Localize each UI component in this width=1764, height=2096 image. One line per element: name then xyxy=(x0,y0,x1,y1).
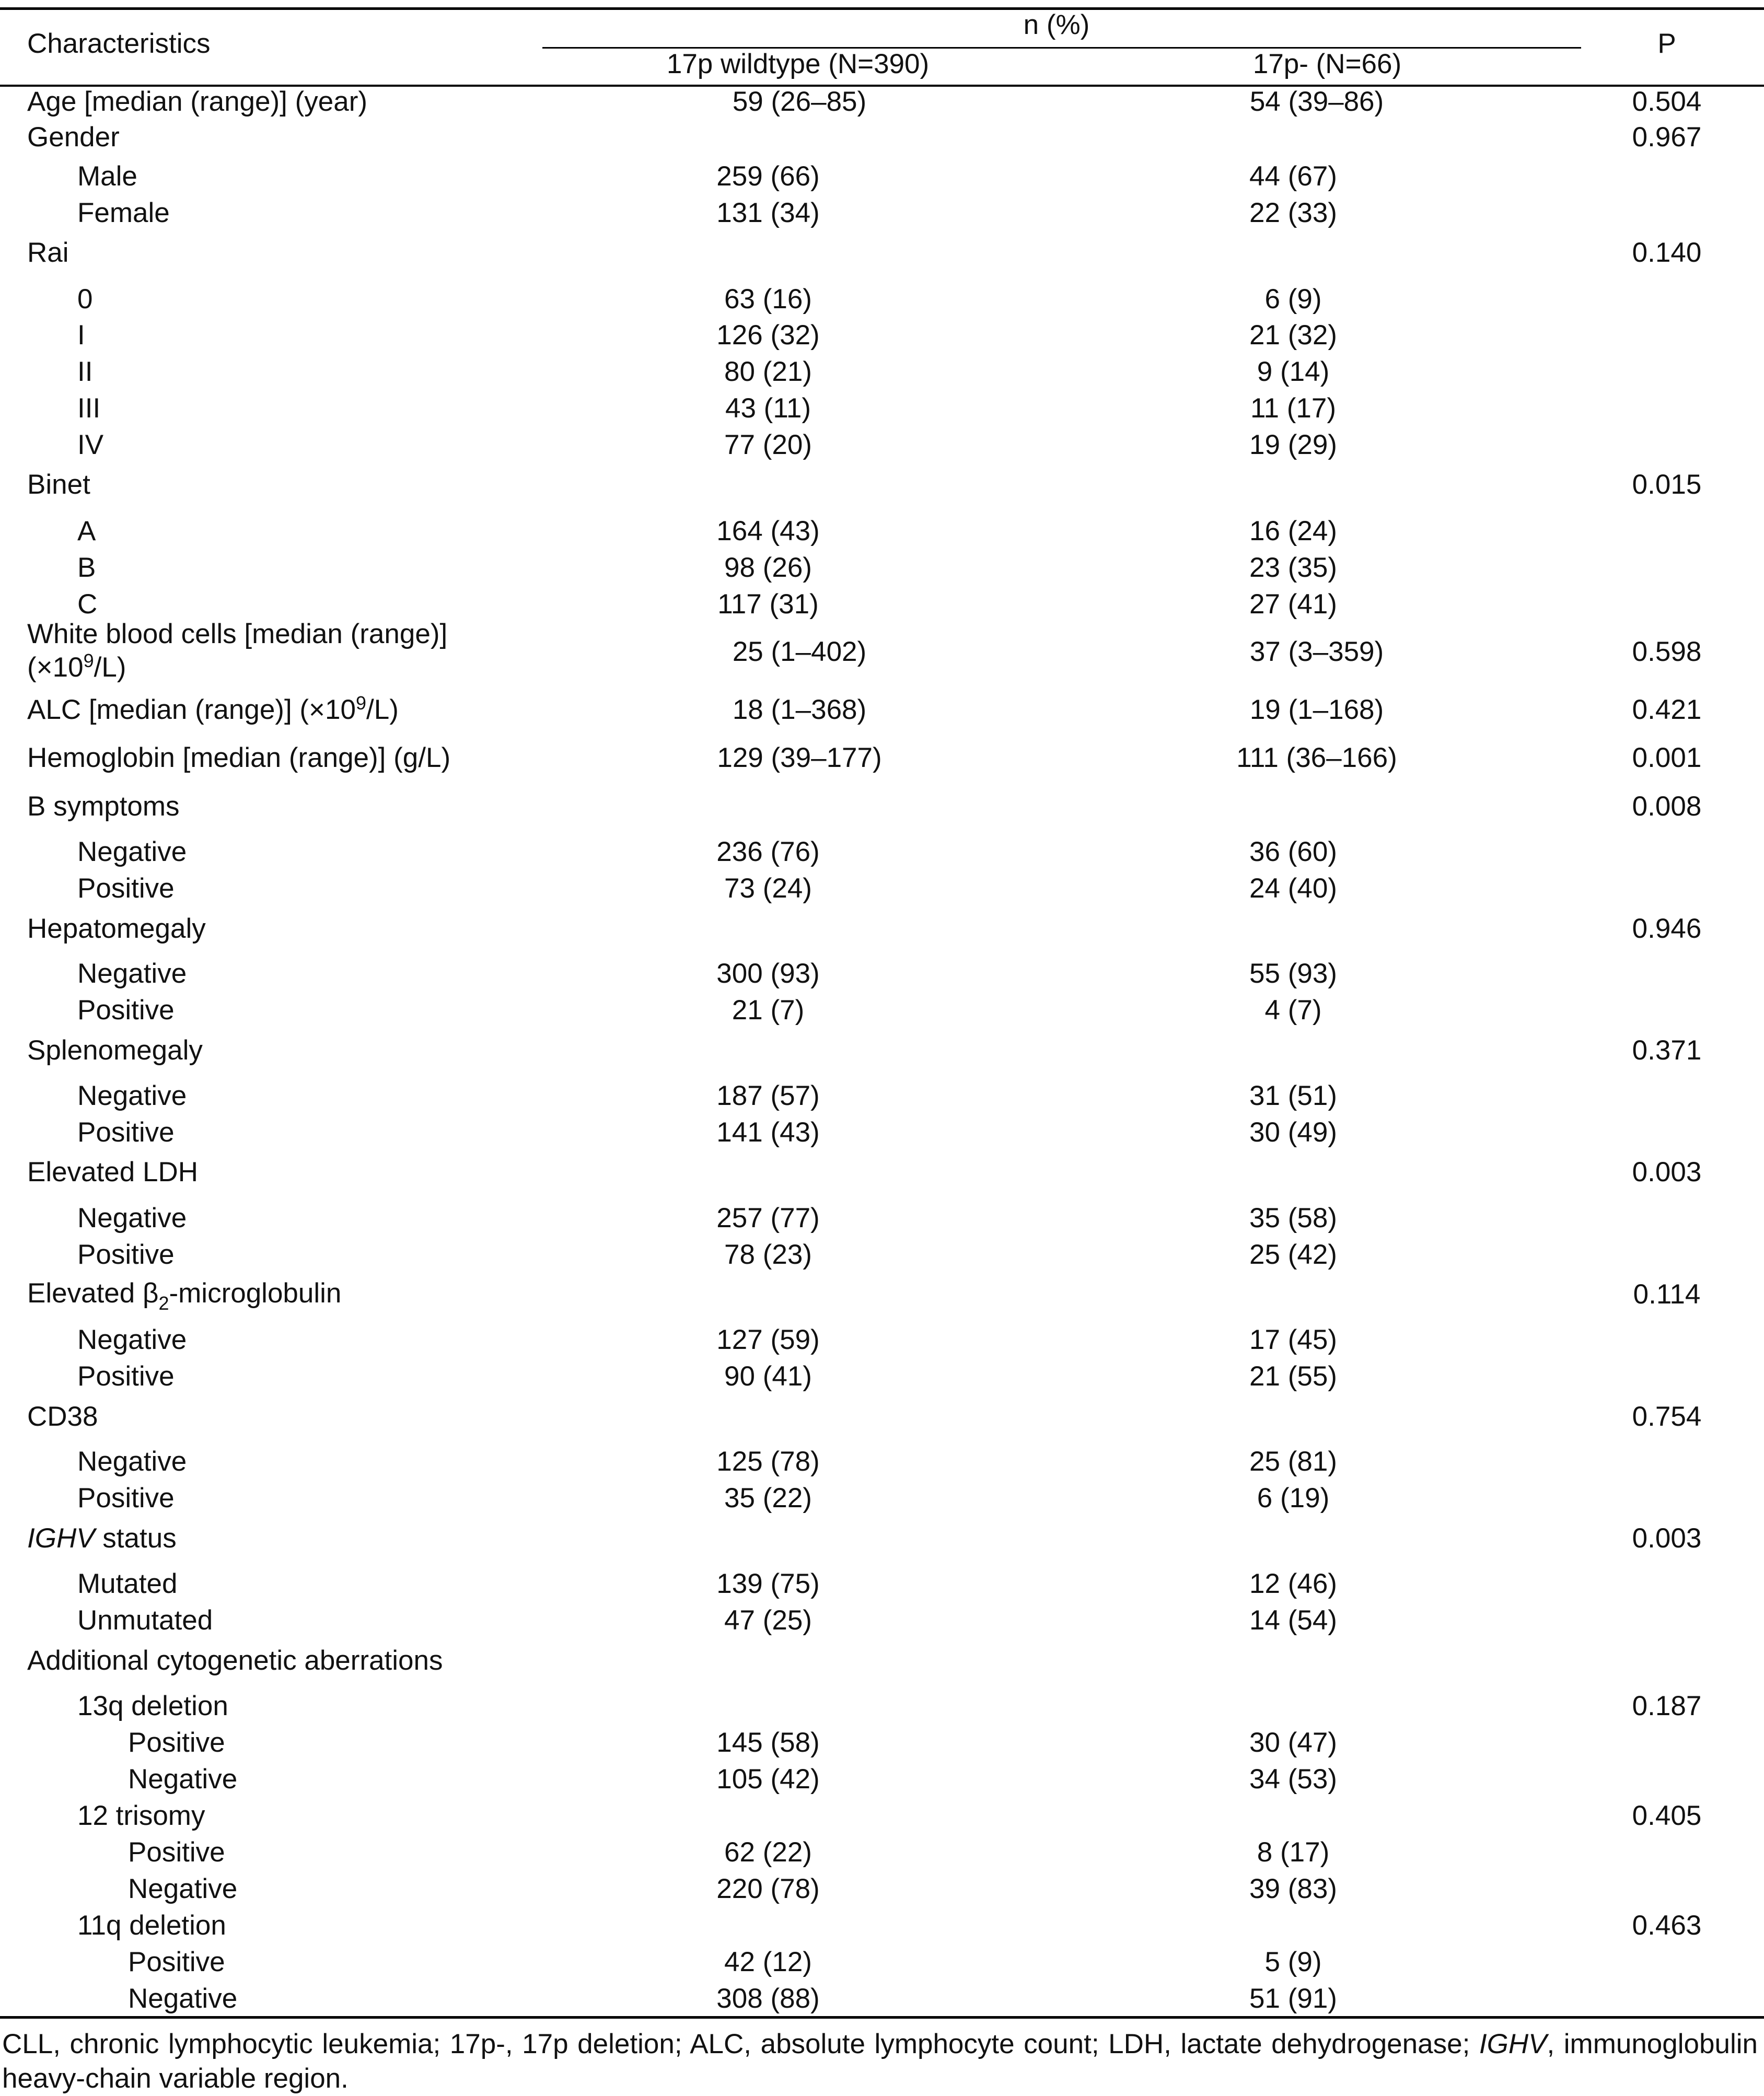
row-p: 0.008 xyxy=(1632,791,1702,822)
row-p: 0.598 xyxy=(1632,636,1702,667)
row-wt: 73 (24) xyxy=(724,873,812,904)
row-wt: 90 (41) xyxy=(724,1361,812,1392)
row-label: Negative xyxy=(77,1203,187,1233)
row-p: 0.421 xyxy=(1632,694,1702,725)
row-del: 23 (35) xyxy=(1249,552,1337,583)
row-label: Negative xyxy=(77,1324,187,1355)
row-label: Positive xyxy=(77,1361,175,1392)
row-del: 37 (3–359) xyxy=(1249,636,1384,667)
row-wt: 43 (11) xyxy=(725,393,811,424)
row-label: Positive xyxy=(77,995,175,1026)
row-wt: 117 (31) xyxy=(717,589,819,620)
row-del: 27 (41) xyxy=(1249,589,1337,620)
row-label: Elevated $\beta_2$-microglobulin xyxy=(27,1278,342,1314)
row-label: ALC [median (range)] $(\times 10^9/L)$ xyxy=(27,692,399,725)
row-label: 13q deletion xyxy=(77,1691,228,1721)
row-del: 39 (83) xyxy=(1249,1873,1337,1904)
row-wt: 300 (93) xyxy=(716,958,820,989)
table-footnote: CLL, chronic lymphocytic leukemia; 17p-, 17p deletion; ALC, absolute lymphocyte count; LDH, lactate dehydrogenase; IGHV, immunoglobulin heavy-chain variable region. xyxy=(2,2029,1758,2094)
row-p: 0.015 xyxy=(1632,469,1702,500)
row-del: 44 (67) xyxy=(1249,161,1337,192)
row-wt: 164 (43) xyxy=(716,516,820,546)
row-del: 12 (46) xyxy=(1249,1568,1337,1599)
row-p: 0.371 xyxy=(1632,1035,1702,1066)
row-wt: 139 (75) xyxy=(716,1568,820,1599)
row-p: 0.187 xyxy=(1632,1691,1702,1721)
row-label: Female xyxy=(77,197,170,228)
row-del: 4 (7) xyxy=(1264,995,1322,1026)
row-wt: 236 (76) xyxy=(716,836,820,867)
row-label: Negative xyxy=(77,836,187,867)
row-wt: 25 (1–402) xyxy=(732,636,867,667)
row-del: 19 (1–168) xyxy=(1249,694,1384,725)
row-label: Negative xyxy=(128,1873,238,1904)
row-del: 22 (33) xyxy=(1249,197,1337,228)
row-label: Negative xyxy=(77,958,187,989)
row-p: 0.140 xyxy=(1632,237,1702,268)
row-wt: 78 (23) xyxy=(724,1239,812,1270)
row-del: 25 (42) xyxy=(1249,1239,1337,1270)
row-del: 111 (36–166) xyxy=(1236,742,1397,773)
row-p: 0.003 xyxy=(1632,1523,1702,1554)
row-label: Negative xyxy=(128,1764,238,1795)
row-del: 6 (9) xyxy=(1264,284,1322,315)
row-label: Positive xyxy=(128,1837,225,1868)
row-label: Positive xyxy=(77,1239,175,1270)
row-del: 16 (24) xyxy=(1249,516,1337,546)
row-label: II xyxy=(77,356,93,387)
row-label: Positive xyxy=(128,1727,225,1758)
row-del: 34 (53) xyxy=(1249,1764,1337,1795)
row-del: 31 (51) xyxy=(1249,1080,1337,1111)
row-wt: 131 (34) xyxy=(716,197,820,228)
row-wt: 129 (39–177) xyxy=(717,742,882,773)
row-wt: 63 (16) xyxy=(724,284,812,315)
row-label: Age [median (range)] (year) xyxy=(27,86,368,117)
row-wt: 126 (32) xyxy=(716,320,820,351)
row-label: IV xyxy=(77,429,104,460)
row-wt: 125 (78) xyxy=(716,1446,820,1477)
row-label: Positive xyxy=(77,873,175,904)
row-del: 14 (54) xyxy=(1249,1605,1337,1636)
row-p: 0.967 xyxy=(1632,122,1702,153)
row-del: 17 (45) xyxy=(1249,1324,1337,1355)
row-del: 24 (40) xyxy=(1249,873,1337,904)
row-label: Binet xyxy=(27,469,90,500)
row-wt: 145 (58) xyxy=(716,1727,820,1758)
row-p: 0.003 xyxy=(1632,1157,1702,1187)
row-del: 5 (9) xyxy=(1264,1947,1322,1977)
row-label: Unmutated xyxy=(77,1605,213,1636)
row-wt: 98 (26) xyxy=(724,552,812,583)
row-label: Elevated LDH xyxy=(27,1157,199,1187)
row-p: 0.754 xyxy=(1632,1401,1702,1432)
row-wt: 257 (77) xyxy=(716,1203,820,1233)
row-wt: 259 (66) xyxy=(716,161,820,192)
row-label: Positive xyxy=(77,1117,175,1148)
table-top-rule xyxy=(0,7,1764,10)
row-label: Gender xyxy=(27,122,120,153)
row-wt: 59 (26–85) xyxy=(732,86,867,117)
row-wt: 187 (57) xyxy=(716,1080,820,1111)
row-label: Hemoglobin [median (range)] (g/L) xyxy=(27,742,451,773)
row-label: I xyxy=(77,320,85,351)
row-p: 0.504 xyxy=(1632,86,1702,117)
header-p: P xyxy=(1657,28,1676,59)
row-label: 12 trisomy xyxy=(77,1800,205,1831)
row-label: White blood cells [median (range)] xyxy=(27,619,448,649)
row-del: 51 (91) xyxy=(1249,1983,1337,2014)
row-label: III xyxy=(77,393,101,424)
row-label: IGHV status xyxy=(27,1523,177,1554)
row-label: Rai xyxy=(27,237,69,268)
row-del: 36 (60) xyxy=(1249,836,1337,867)
header-17p-wildtype: 17p wildtype (N=390) xyxy=(666,49,930,79)
row-wt: 141 (43) xyxy=(716,1117,820,1148)
row-wt: 18 (1–368) xyxy=(732,694,867,725)
row-label: Negative xyxy=(77,1446,187,1477)
row-wt: 220 (78) xyxy=(716,1873,820,1904)
row-label: Negative xyxy=(128,1983,238,2014)
header-17p-deletion: 17p- (N=66) xyxy=(1252,49,1402,79)
row-del: 21 (32) xyxy=(1249,320,1337,351)
row-del: 11 (17) xyxy=(1250,393,1336,424)
row-wt: 127 (59) xyxy=(716,1324,820,1355)
row-wt: 308 (88) xyxy=(716,1983,820,2014)
row-label: 0 xyxy=(77,284,93,315)
row-wt: 21 (7) xyxy=(732,995,805,1026)
row-label: B xyxy=(77,552,96,583)
row-p: 0.001 xyxy=(1632,742,1702,773)
row-del: 55 (93) xyxy=(1249,958,1337,989)
row-label-line2: $(\times 10^9/L)$ xyxy=(27,650,126,683)
row-wt: 35 (22) xyxy=(724,1483,812,1513)
row-p: 0.946 xyxy=(1632,913,1702,944)
row-p: 0.463 xyxy=(1632,1910,1702,1941)
row-del: 8 (17) xyxy=(1257,1837,1330,1868)
row-label: Male xyxy=(77,161,137,192)
row-label: 11q deletion xyxy=(77,1910,226,1941)
row-del: 25 (81) xyxy=(1249,1446,1337,1477)
row-wt: 47 (25) xyxy=(724,1605,812,1636)
row-label: Hepatomegaly xyxy=(27,913,206,944)
row-wt: 62 (22) xyxy=(724,1837,812,1868)
row-label: Splenomegaly xyxy=(27,1035,203,1066)
row-del: 30 (47) xyxy=(1249,1727,1337,1758)
table-bottom-rule xyxy=(0,2016,1764,2019)
row-label: C xyxy=(77,589,98,620)
row-del: 30 (49) xyxy=(1249,1117,1337,1148)
row-wt: 42 (12) xyxy=(724,1947,812,1977)
row-del: 21 (55) xyxy=(1249,1361,1337,1392)
row-wt: 105 (42) xyxy=(716,1764,820,1795)
row-label: Additional cytogenetic aberrations xyxy=(27,1645,443,1676)
row-label: CD38 xyxy=(27,1401,98,1432)
row-del: 19 (29) xyxy=(1249,429,1337,460)
row-label: A xyxy=(77,516,96,546)
row-del: 54 (39–86) xyxy=(1249,86,1384,117)
row-label: B symptoms xyxy=(27,791,180,822)
header-characteristics: Characteristics xyxy=(27,28,211,59)
row-wt: 80 (21) xyxy=(724,356,812,387)
header-n-percent: n (%) xyxy=(1023,9,1090,40)
row-p: 0.114 xyxy=(1633,1279,1701,1310)
row-wt: 77 (20) xyxy=(724,429,812,460)
row-del: 6 (19) xyxy=(1257,1483,1330,1513)
row-del: 9 (14) xyxy=(1257,356,1330,387)
row-label: Mutated xyxy=(77,1568,178,1599)
row-del: 35 (58) xyxy=(1249,1203,1337,1233)
row-label: Positive xyxy=(128,1947,225,1977)
row-p: 0.405 xyxy=(1632,1800,1702,1831)
row-label: Negative xyxy=(77,1080,187,1111)
row-label: Positive xyxy=(77,1483,175,1513)
